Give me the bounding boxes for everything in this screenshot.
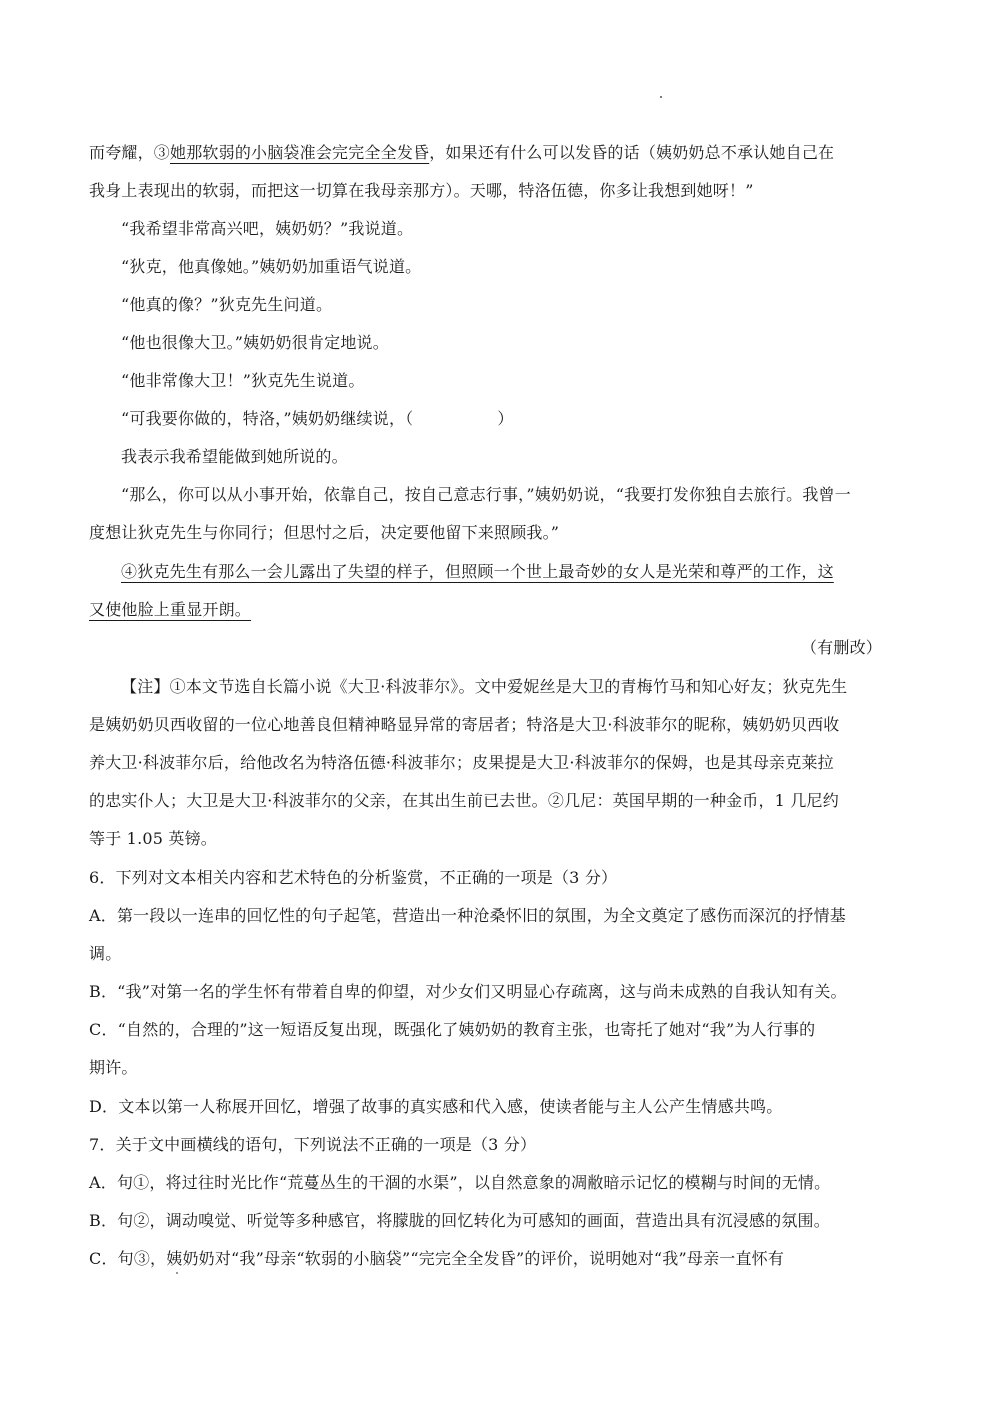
text-run: ） [497,409,514,428]
dialogue-line: “他也很像大卫。”姨奶奶很肯定地说。 [121,333,389,352]
passage-line [89,141,834,165]
q7-option-c: C．句③，姨奶奶对“我”母亲“软弱的小脑袋”“完完全全发昏”的评价，说明她对“我”母亲一直怀有 [89,1249,785,1268]
q6-option-c-cont: 期许。 [89,1058,138,1077]
text-run: “可我要你做的，特洛，”姨奶奶继续说，（ [121,409,414,428]
q6-option-a: A．第一段以一连串的回忆性的句子起笔，营造出一种沧桑怀旧的氛围，为全文奠定了感伤而深沉的抒情基 [89,906,846,925]
annotation-line: 的忠实仆人；大卫是大卫·科波菲尔的父亲，在其出生前已去世。②几尼：英国早期的一种金币，1 几尼约 [89,791,839,810]
question-6-stem: 6．下列对文本相关内容和艺术特色的分析鉴赏，不正确的一项是（3 分） [89,868,618,887]
dialogue-line: 度想让狄克先生与你同行；但思忖之后，决定要他留下来照顾我。” [89,523,560,542]
q6-option-a-cont: 调。 [89,944,122,963]
q7-option-a: A．句①，将过往时光比作“荒蔓丛生的干涸的水渠”，以自然意象的凋敝暗示记忆的模糊与时间的无情。 [89,1173,831,1192]
dialogue-line: “那么，你可以从小事开始，依靠自己，按自己意志行事，”姨奶奶说，“我要打发你独自去旅行。我曾一 [121,485,851,504]
annotation-line: 等于 1.05 英镑。 [89,829,217,848]
passage-line: 我身上表现出的软弱，而把这一切算在我母亲那方）。天哪，特洛伍德，你多让我想到她呀！” [89,181,754,200]
annotation-line: 养大卫·科波菲尔后，给他改名为特洛伍德·科波菲尔；皮果提是大卫·科波菲尔的保姆，也是其母亲克莱拉 [89,753,834,772]
annotation-line: 是姨奶奶贝西收留的一位心地善良但精神略显异常的寄居者；特洛是大卫·科波菲尔的昵称，姨奶奶贝西收 [89,715,840,734]
text-run: ，如果还有什么可以发昏的话（姨奶奶总不承认她自己在 [429,143,835,162]
q6-option-d: D．文本以第一人称展开回忆，增强了故事的真实感和代入感，使读者能与主人公产生情感共鸣。 [89,1097,783,1116]
scan-speck [176,1272,178,1274]
annotation-line: 【注】①本文节选自长篇小说《大卫·科波菲尔》。文中爱妮丝是大卫的青梅竹马和知心好友；狄克先生 [121,677,848,696]
scan-speck [660,96,662,98]
passage-line: 我表示我希望能做到她所说的。 [121,447,348,466]
underlined-sentence-3: 她那软弱的小脑袋准会完完全全发昏 [170,143,430,162]
dialogue-line: “我希望非常高兴吧，姨奶奶？”我说道。 [121,219,414,238]
underlined-sentence-4: ④狄克先生有那么一会儿露出了失望的样子，但照顾一个世上最奇妙的女人是光荣和尊严的工作，这 [121,562,834,581]
dialogue-line: “他非常像大卫！”狄克先生说道。 [121,371,365,390]
source-note: （有删改） [800,638,882,657]
text-run: 而夸耀，③ [89,143,171,162]
question-7-stem: 7．关于文中画横线的语句，下列说法不正确的一项是（3 分） [89,1135,537,1154]
dialogue-line: “狄克，他真像她。”姨奶奶加重语气说道。 [121,257,422,276]
underlined-sentence-4-cont: 又使他脸上重显开朗。 [89,600,252,619]
dialogue-line [121,407,514,431]
q7-option-b: B．句②，调动嗅觉、听觉等多种感官，将朦胧的回忆转化为可感知的画面，营造出具有沉浸感的氛围。 [89,1211,830,1230]
dialogue-line: “他真的像？”狄克先生问道。 [121,295,333,314]
q6-option-c: C．“自然的，合理的”这一短语反复出现，既强化了姨奶奶的教育主张，也寄托了她对“我”为人行事的 [89,1020,816,1039]
q6-option-b: B．“我”对第一名的学生怀有带着自卑的仰望，对少女们又明显心存疏离，这与尚未成熟的自我认知有关。 [89,982,847,1001]
